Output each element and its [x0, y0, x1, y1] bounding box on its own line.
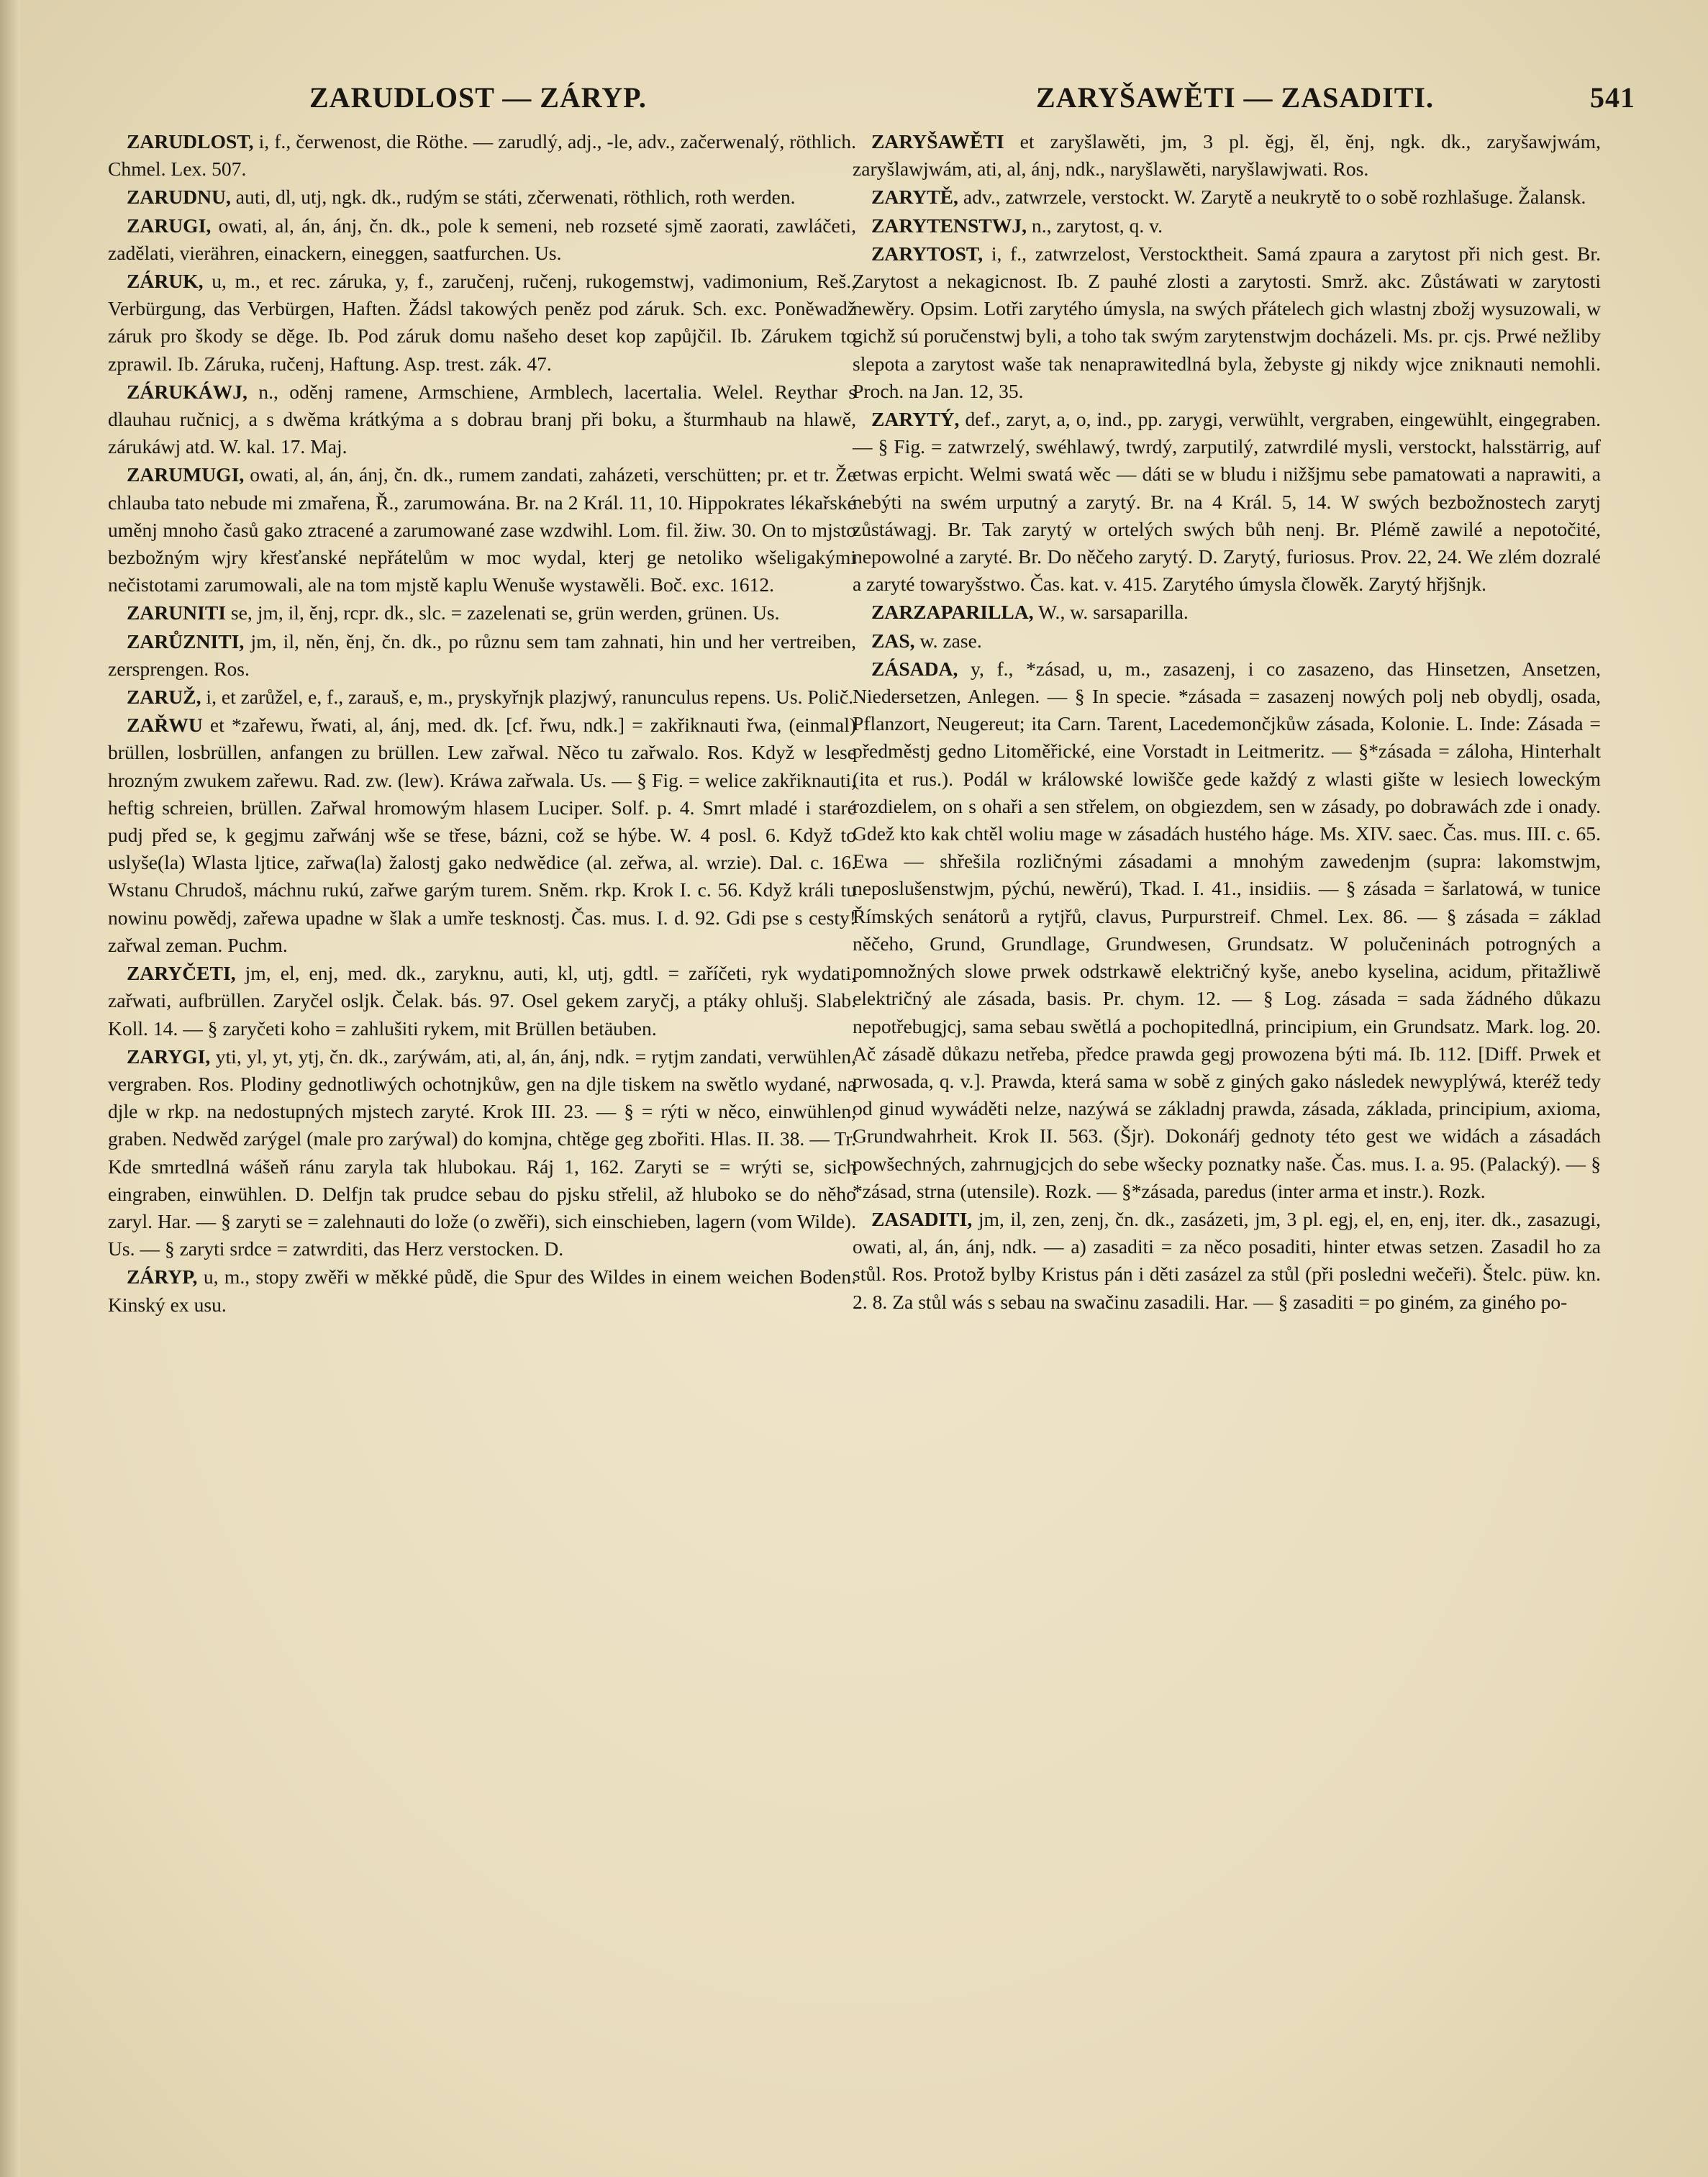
entry-headword: ZAS, — [871, 629, 915, 652]
entry-headword: ZARUŽ, — [127, 686, 201, 709]
entry-headword: ZARYTÝ, — [871, 408, 960, 431]
entry-text: adv., zatwrzele, verstockt. W. Zarytě a neukrytě to o sobě rozhlašuge. Žalansk. — [963, 186, 1586, 209]
page-number: 541 — [1590, 81, 1635, 114]
entry-text: W., w. sarsaparilla. — [1038, 601, 1189, 624]
entry-text: jm, el, enj, med. dk., zaryknu, auti, kl, utj, gdtl. = zaříčeti, ryk wydati, zařwati, aufbrüllen. Zaryčel oslјk. Čelak. bás. 97. Osel gekem zaryčj, a ptáky ohlušj. Slab. Koll. 14. — § zaryčeti koho = zahlušiti rykem, mit Brüllen betäuben. — [108, 962, 857, 1040]
entry-headword: ZASADITI, — [871, 1207, 973, 1230]
entry-text: u, m., et rec. záruka, y, f., zaručenj, ručenj, rukogemstwj, vadimonium, Reš., Verbürgung, das Verbürgen, Haften. Žádsl takowých peněz pod záruk. Sch. exc. Poněwadž záruk pro škody se děge. Ib. Pod záruk domu našeho deset kop zapůjčil. Ib. Zárukem to zprawil. Ib. Záruka, ručenj, Haftung. Asp. trest. zák. 47. — [108, 270, 857, 375]
dictionary-entry — [853, 240, 1601, 405]
entry-text: y, f., *zásad, u, m., zasazenj, i co zasazeno, das Hinsetzen, Ansetzen, Niedersetzen, Anlegen. — § In specie. *zásada = zasazenj nowých polj neb obydlj, osada, Pflanzort, Neugereut; ita Carn. Tarent, Lacedemončjkůw zásada, Kolonie. L. Inde: Zásada = předměstj gedno Litoměřické, eine Vorstadt in Leitmeritz. — §*zásada = záloha, Hinterhalt (ita et rus.). Podál w králowské lowišče gede každý z wlasti gište w lesiech loweckým rozdielem, on s ohaři a sen střelem, on obgiezdem, sen w zásady, po dobrawách zde i onady. Gdež kto kak chtěl woliu mage w zásadách hustého háge. Ms. XIV. saec. Čas. mus. III. c. 65. Ewa — shřešila rozličnými zásadami a mnohým zawedenjm (supra: lakomstwjm, neposlušenstwjm, pýchú, newěrú), Tkad. I. 41., insidiis. — § zásada = šarlatowá, w tunice Římských senátorů a rytjřů, clavus, Purpurstreif. Chmel. Lex. 86. — § zásada = základ něčeho, Grund, Grundlage, Grundwesen, Grundsatz. W polučeninách potrogných a pomnožných slowe prwek odstrkawě električný kyše, anebo kyselina, acidum, přitažliwě električný ale zásada, basis. Pr. chym. 12. — § Log. zásada = sada žádného důkazu nepotřebugjcj, sama sebau swětlá a pochopitedlná, principium, ein Grundsatz. Mark. log. 20. Ač zásadě důkazu netřeba, předce prawda gegj prowozena býti má. Ib. 112. [Diff. Prwek et prwosada, q. v.]. Prawda, která sama w sobě z giných gako následek newyplýwá, kteréž tedy od ginud wywáděti nelze, nazýwá se základnj prawda, zásada, základa, principium, axioma, Grundwahrheit. Krok II. 563. (Šjr). Dokonáŕj gednoty této gest we widách a zásadách powšechných, zahrnugjcjch do sebe wšecky poznatky naše. Čas. mus. I. a. 95. (Palacký). — § *zásad, strna (utensile). Rozk. — §*zásada, paredus (inter arma et instr.). Rozk. — [853, 657, 1601, 1202]
entry-headword: ZARYGI, — [127, 1045, 211, 1068]
entry-headword: ZAŘWU — [127, 714, 203, 737]
dictionary-entry — [853, 406, 1601, 598]
entry-headword: ZARUNITI — [127, 601, 226, 624]
dictionary-entry — [853, 655, 1601, 1205]
entry-text: i, f., čerwenost, die Röthe. — zarudlý, adj., -le, adv., začerwenalý, röthlich. Chmel. Lex. 507. — [108, 130, 856, 181]
entry-text: owati, al, án, ánj, čn. dk., rumem zandati, zaházeti, verschütten; pr. et tr. Že chlauba tato nebude mi zmařena, Ř., zarumowána. Br. na 2 Král. 11, 10. Hippokrates lékařské uměnj mnoho časů gako ztracené a zarumowané zase wzdwihl. Lom. fil. žiw. 30. On to mjsto bezbožným wjry křesťanské nepřátelům w moc wydal, kterj ge netoliko wšeligakými nečistotami zarumowali, ale na tom mjstě kaplu Wenuše wystawěli. Boč. exc. 1612. — [108, 463, 856, 596]
entry-text: n., zarytost, q. v. — [1031, 214, 1163, 237]
dictionary-entry — [108, 1043, 856, 1263]
entry-text: owati, al, án, ánj, čn. dk., pole k semeni, neb rozseté sjmě zaorati, zawláčeti, zadělati, vierähren, einackern, eineggen, saatfurchen. Us. — [108, 214, 856, 264]
entry-text: auti, dl, utj, ngk. dk., rudým se státi, zčerwenati, röthlich, roth werden. — [235, 186, 796, 209]
page-fold-shadow — [0, 0, 20, 2177]
entry-text: yti, yl, yt, ytj, čn. dk., zarýwám, ati, al, án, ánj, ndk. = rytjm zandati, verwühlen, vergraben. Ros. Plodiny gednotliwých ochotnjkůw, gen na djle tiskem na swětlo wydané, na djle w rkp. na nedostupných mjstech zaryté. Krok III. 23. — § = rýti w něco, einwühlen, graben. Nedwěd zarýgel (male pro zarýwal) do komjna, chtěge geg zbořiti. Hlas. II. 38. — Tr. Kde smrtedlná wášeň ránu zaryla tak hlubokau. Ráj 1, 162. Zaryti se = wrýti se, sich eingraben, einwühlen. D. Delfjn tak prudce sebau do pjsku střelil, až hluboko se do něho zaryl. Har. — § zaryti se = zalehnauti do lože (o zwěři), sich einschieben, lagern (vom Wilde). Us. — § zaryti srdce = zatwrditi, das Herz verstocken. D. — [108, 1045, 856, 1260]
dictionary-entry — [853, 1206, 1601, 1316]
dictionary-entry — [108, 128, 856, 183]
dictionary-entry — [853, 599, 1601, 626]
entry-headword: ZARYTOST, — [871, 242, 984, 265]
entry-text: se, jm, il, ěnj, rcpr. dk., slc. = zazelenati se, grün werden, grünen. Us. — [230, 601, 780, 624]
entry-text: jm, il, něn, ěnj, čn. dk., po různu sem tam zahnati, hin und her vertreiben, zersprengen. Ros. — [108, 630, 856, 680]
entry-headword: ZARYŠAWĚTI — [871, 130, 1004, 153]
entry-text: i, f., zatwrzelost, Verstocktheit. Samá zpaura a zarytost při nich gest. Br. Zarytost a nekagicnost. Ib. Z pauhé zlosti a zarytosti. Smrž. akc. Zůstáwati w zarytosti newěry. Opsim. Lotři zarytého úmysla, na swých přátelech gich wlastnj zbožj wysuzowali, w gichž sú poručenstwj byli, a toho tak swým zarytenstwjm docházeli. Ms. pr. cjs. Prwé nežliby slepota a zarytost waše tak nenaprawitedlná byla, žebyste gj nikdy wjce zniknauti nemohli. Proch. na Jan. 12, 35. — [853, 242, 1601, 402]
dictionary-entry — [108, 683, 856, 711]
dictionary-entry — [108, 712, 856, 959]
entry-headword: ZÁSADA, — [871, 657, 958, 680]
entry-headword: ZÁRUK, — [127, 270, 204, 293]
dictionary-entry — [853, 183, 1601, 211]
left-column — [108, 128, 856, 1319]
dictionary-entry — [108, 183, 856, 211]
entry-headword: ZARYTENSTWJ, — [871, 214, 1027, 237]
entry-headword: ZARŮZNITI, — [127, 630, 245, 653]
entry-text: jm, il, zen, zenj, čn. dk., zasázeti, jm, 3 pl. egj, el, en, enj, iter. dk., zasazugi, owati, al, án, ánj, ndk. — a) zasaditi = za něco posaditi, hinter etwas setzen. Zasadil ho za stůl. Ros. Protož bylby Kristus pán i děti zasázel za stůl (při posledni wečeři). Štelc. püw. kn. 2. 8. Za stůl wás s sebau na swačinu zasadili. Har. — § zasaditi = po giném, za giného po- — [853, 1207, 1601, 1313]
dictionary-entry — [108, 268, 856, 378]
dictionary-entry — [108, 378, 856, 461]
dictionary-entry — [108, 461, 856, 599]
entry-text: n., oděnj ramene, Armschiene, Armblech, lacertalia. Welel. Reythar s dlauhau ručnicj, a s dwěma krátkýma a s dobrau branj při boku, a šturmhaub na hlawě, zárukáwj atd. W. kal. 17. Maj. — [108, 380, 856, 458]
dictionary-entry — [853, 128, 1601, 183]
dictionary-entry — [108, 599, 856, 627]
entry-text: def., zaryt, a, o, ind., pp. zarygi, verwühlt, vergraben, eingewühlt, eingegraben. — § Fig. = zatwrzelý, swéhlawý, twrdý, zarputilý, zatwrdilé mysli, verstockt, halsstärrig, auf etwas erpicht. Welmi swatá wěc — dáti se w bludu i nižšjmu sebe pamatowati a naprawiti, a nebýti na swém urputný a zarytý. Br. na 4 Král. 5, 14. W swých bezbožnostech zarytj zůstáwagj. Br. Tak zarytý w ortelých swých bůh nenj. Br. Plémě zawilé a nepotočité, nepowolné a zaryté. Br. Do něčeho zarytý. D. Zarytý, furiosus. Prov. 22, 24. We zlém dozralé a zaryté towaryšstwo. Čas. kat. v. 415. Zarytého úmysla člowěk. Zarytý hřjšnjk. — [853, 408, 1601, 596]
entry-headword: ZARUDNU, — [127, 186, 231, 209]
entry-text: et *zařewu, řwati, al, ánj, med. dk. [cf. řwu, ndk.] = zakřiknauti řwa, (einmal) brüllen, losbrüllen, anfangen zu brüllen. Lew zařwal. Něco tu zařwalo. Ros. Když w lese hrozným zwukem zařewu. Rad. zw. (lew). Kráwa zařwala. Us. — § Fig. = welice zakřiknauti, heftig schreien, brüllen. Zařwal hromowým hlasem Luciper. Solf. p. 4. Smrt mladé i staré pudj před se, k gegjmu zařwánj wše se třese, bázni, což se hýbe. W. 4 posl. 6. Když to uslyše(la) Wlasta ljtice, zařwa(la) žalostj gako nedwědice (al. zeřwa, al. wrzie). Dal. c. 16. Wstanu Chrudoš, máchnu rukú, zařwe garým turem. Sněm. rkp. Krok I. c. 56. Když králi tu nowinu powědj, zařewa upadne w šlak a umře tesknostj. Čas. mus. I. d. 92. Gdi pse s cesty! zařwal zeman. Puchm. — [108, 714, 856, 956]
dictionary-entry — [108, 960, 856, 1042]
dictionary-entry — [108, 1263, 856, 1318]
dictionary-entry — [108, 212, 856, 267]
entry-headword: ZÁRYP, — [127, 1265, 198, 1289]
entry-text: et zaryšlawěti, jm, 3 pl. ěgj, ěl, ěnj, ngk. dk., zaryšawjwám, zaryšlawjwám, ati, al, ánj, ndk., naryšlawěti, naryšlawjwati. Ros. — [853, 130, 1601, 181]
entry-headword: ZARYTĚ, — [871, 186, 958, 209]
dictionary-entry — [853, 212, 1601, 240]
right-running-head: ZARYŠAWĚTI — ZASADITI. — [1036, 81, 1434, 114]
entry-headword: ZARZAPARILLA, — [871, 601, 1034, 624]
entry-headword: ZARUGI, — [127, 214, 212, 237]
entry-text: i, et zarůžel, e, f., zarauš, e, m., pryskyřnjk plazjwý, ranunculus repens. Us. Polič. — [206, 686, 853, 709]
entry-headword: ZÁRUKÁWJ, — [127, 380, 247, 403]
dictionary-entry — [853, 627, 1601, 655]
entry-headword: ZARUDLOST, — [127, 130, 254, 153]
dictionary-entry — [108, 628, 856, 683]
right-column — [853, 128, 1601, 1316]
entry-headword: ZARUMUGI, — [127, 463, 245, 486]
entry-text: u, m., stopy zwěři w měkké půdě, die Spur des Wildes in einem weichen Boden. Kinský ex usu. — [108, 1265, 856, 1316]
entry-headword: ZARYČETI, — [127, 962, 236, 985]
left-running-head: ZARUDLOST — ZÁRYP. — [309, 81, 647, 114]
entry-text: w. zase. — [919, 629, 982, 652]
